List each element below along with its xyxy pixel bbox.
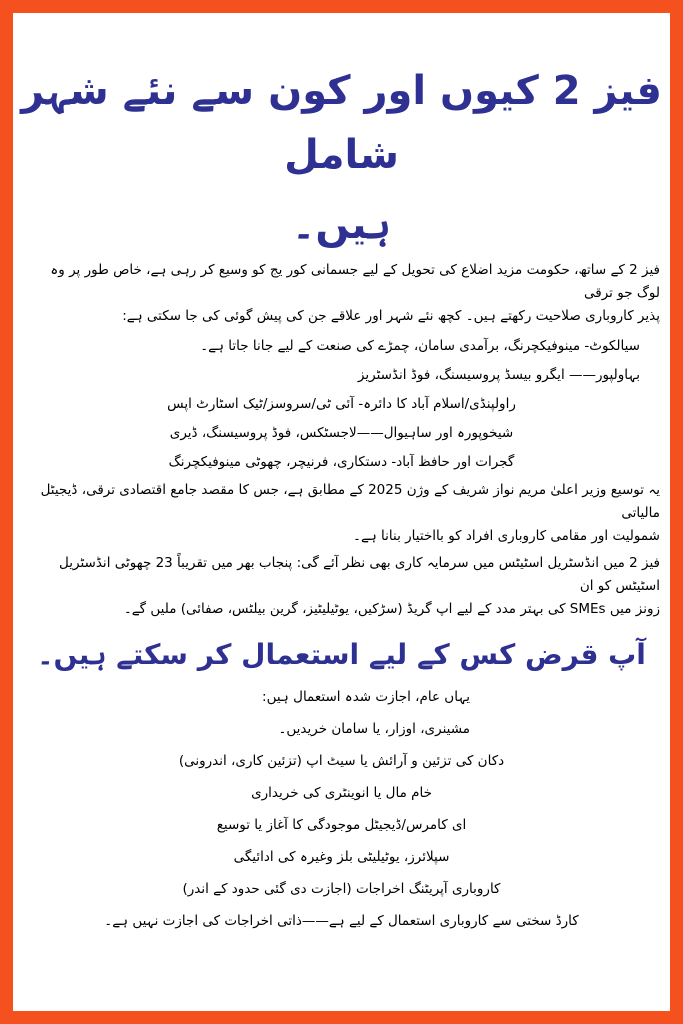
vision-line: شمولیت اور مقامی کاروباری افراد کو بااختیار بنانا ہے۔ bbox=[353, 528, 660, 544]
article-body bbox=[13, 259, 670, 621]
intro-line: پذیر کاروباری صلاحیت رکھتے ہیں۔ کچھ نئے شہر اور علاقے جن کی پیش گوئی کی جا سکتی ہے: bbox=[122, 308, 660, 324]
city-item: راولپنڈی/اسلام آباد کا دائرہ- آئی ٹی/سروسز/ٹیک اسٹارٹ اپس bbox=[167, 396, 516, 412]
section-heading: آپ قرض کس کے لیے استعمال کر سکتے ہیں۔ bbox=[37, 638, 646, 671]
use-item: سپلائرز، یوٹیلیٹی بلز وغیرہ کی ادائیگی bbox=[233, 849, 450, 865]
industrial-line: فیز 2 میں انڈسٹریل اسٹیٹس میں سرمایہ کاری بھی نظر آئے گی: پنجاب بھر میں تقریباً 23 چھوٹی انڈسٹریل اسٹیٹس کو ان bbox=[59, 555, 660, 594]
city-item: سیالکوٹ- مینوفیکچرنگ، برآمدی سامان، چمڑے کی صنعت کے لیے جانا جاتا ہے۔ bbox=[200, 338, 640, 354]
city-item: گجرات اور حافظ آباد- دستکاری، فرنیچر، چھوٹی مینوفیکچرنگ bbox=[168, 454, 515, 470]
use-item: کاروباری آپریٹنگ اخراجات (اجازت دی گئی حدود کے اندر) bbox=[182, 881, 501, 897]
industrial-line: زونز میں SMEs کی بہتر مدد کے لیے اپ گریڈ (سڑکیں، یوٹیلیٹیز، گرین بیلٹس، صفائی) ملیں گے۔ bbox=[123, 601, 660, 617]
page-title-continued: ہیں۔ bbox=[291, 202, 392, 248]
article-page bbox=[13, 13, 670, 1011]
use-item: خام مال یا انوینٹری کی خریداری bbox=[251, 785, 432, 801]
page-title: فیز 2 کیوں اور کون سے نئے شہر شامل bbox=[21, 68, 662, 178]
city-item: شیخوپورہ اور ساہیوال——لاجسٹکس، فوڈ پروسیسنگ، ڈیری bbox=[169, 425, 514, 441]
use-item: مشینری، اوزار، یا سامان خریدیں۔ bbox=[278, 721, 470, 737]
city-item: بہاولپور—— ایگرو بیسڈ پروسیسنگ، فوڈ انڈسٹریز bbox=[357, 367, 640, 383]
uses-list bbox=[13, 681, 670, 937]
use-item: ای کامرس/ڈیجیٹل موجودگی کا آغاز یا توسیع bbox=[216, 817, 467, 833]
use-item: کارڈ سختی سے کاروباری استعمال کے لیے ہے——ذاتی اخراجات کی اجازت نہیں ہے۔ bbox=[104, 913, 579, 929]
cities-list bbox=[23, 332, 660, 477]
use-item: دکان کی تزئین و آرائش یا سیٹ اپ (تزئین کاری، اندرونی) bbox=[178, 753, 505, 769]
vision-line: یہ توسیع وزیر اعلیٰ مریم نواز شریف کے وژن 2025 کے مطابق ہے، جس کا مقصد جامع اقتصادی ترقی، ڈیجیٹل مالیاتی bbox=[40, 482, 660, 521]
uses-intro: یہاں عام، اجازت شدہ استعمال ہیں: bbox=[262, 689, 470, 705]
intro-line: فیز 2 کے ساتھ، حکومت مزید اضلاع کی تحویل کے لیے جسمانی کور یج کو وسیع کر رہی ہے، خاص طور پر وہ لوگ جو ترقی bbox=[50, 262, 660, 301]
